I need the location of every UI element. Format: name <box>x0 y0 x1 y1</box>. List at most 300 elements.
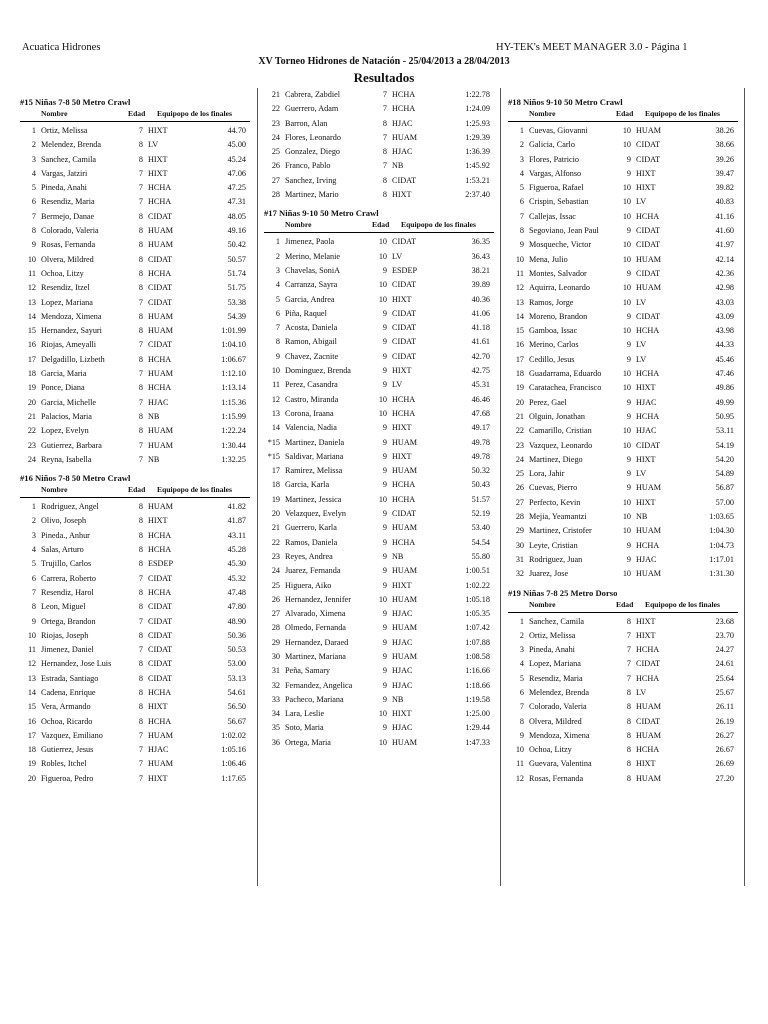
team: HUAM <box>392 132 418 142</box>
result-row <box>20 772 250 786</box>
result-row <box>508 210 738 224</box>
age: 7 <box>382 132 387 142</box>
swimmer-name: Pineda, Anahi <box>41 183 87 193</box>
place: 18 <box>27 369 36 379</box>
place: 17 <box>515 354 524 364</box>
final-time: 47.25 <box>227 183 246 193</box>
final-time: 42.36 <box>715 268 734 278</box>
final-time: 1:12.10 <box>221 369 246 379</box>
result-row <box>264 117 494 131</box>
swimmer-name: Castro, Miranda <box>285 394 339 404</box>
age: 8 <box>138 702 143 712</box>
swimmer-name: Cedillo, Jesus <box>529 354 575 364</box>
age: 10 <box>378 408 387 418</box>
swimmer-name: Hernandez, Daraed <box>285 637 349 647</box>
result-row <box>20 238 250 252</box>
swimmer-name: Gamboa, Issac <box>529 326 578 336</box>
final-time: 50.32 <box>471 466 490 476</box>
age: 9 <box>382 380 387 390</box>
team: HCHA <box>636 211 660 221</box>
result-row <box>264 393 494 407</box>
result-row <box>20 253 250 267</box>
place: 29 <box>515 526 524 536</box>
result-row <box>20 700 250 714</box>
swimmer-name: Franco, Pablo <box>285 161 331 171</box>
age: 9 <box>382 509 387 519</box>
final-time: 41.60 <box>715 226 734 236</box>
final-time: 26.27 <box>715 730 734 740</box>
team: HUAM <box>636 730 662 740</box>
result-row <box>20 267 250 281</box>
age: 7 <box>626 630 631 640</box>
result-row <box>264 436 494 450</box>
result-row <box>264 579 494 593</box>
swimmer-name: Hernandez, Jennifer <box>285 594 351 604</box>
result-row <box>20 572 250 586</box>
place: 17 <box>271 466 280 476</box>
final-time: 1:32.25 <box>221 454 246 464</box>
team: HUAM <box>392 566 418 576</box>
team: CIDAT <box>636 440 661 450</box>
result-row <box>20 138 250 152</box>
swimmer-name: Montes, Salvador <box>529 268 587 278</box>
age: 8 <box>138 516 143 526</box>
final-time: 40.83 <box>715 197 734 207</box>
swimmer-name: Chavez, Zacnite <box>285 351 339 361</box>
header-age: Edad <box>616 599 634 609</box>
swimmer-name: Flores, Leonardo <box>285 132 341 142</box>
result-row <box>20 672 250 686</box>
result-row <box>508 396 738 410</box>
swimmer-name: Cabrera, Zabdiel <box>285 90 341 99</box>
team: HJAC <box>392 680 413 690</box>
swimmer-name: Sanchez, Irving <box>285 175 337 185</box>
team: NB <box>392 551 404 561</box>
swimmer-name: Lara, Leslie <box>285 709 325 719</box>
swimmer-name: Gonzalez, Diego <box>285 147 341 157</box>
final-time: 54.20 <box>715 454 734 464</box>
team: HIXT <box>636 383 656 393</box>
place: 4 <box>31 168 36 178</box>
place: 7 <box>519 702 524 712</box>
header-team-final <box>157 485 232 494</box>
swimmer-name: Delgadillo, Lizbeth <box>41 354 105 364</box>
header-age: Edad <box>128 109 146 118</box>
place: 26 <box>515 483 524 493</box>
age: 10 <box>378 280 387 290</box>
final-time: 56.67 <box>227 716 246 726</box>
place: 3 <box>31 154 36 164</box>
team: HUAM <box>392 437 418 447</box>
result-row <box>264 421 494 435</box>
swimmer-name: Flores, Patricio <box>529 154 580 164</box>
result-row <box>508 553 738 567</box>
final-time: 24.61 <box>715 659 734 669</box>
result-row <box>20 757 250 771</box>
age: 10 <box>622 326 631 336</box>
result-row <box>20 124 250 138</box>
result-row <box>264 679 494 693</box>
team: HUAM <box>392 466 418 476</box>
final-time: 1:36.39 <box>465 147 490 157</box>
swimmer-name: Corona, Iraana <box>285 408 334 418</box>
place: 1 <box>31 126 36 135</box>
team: HCHA <box>636 411 660 421</box>
place: 6 <box>519 687 524 697</box>
result-row <box>508 567 738 581</box>
result-row <box>508 715 738 729</box>
swimmer-name: Gutierrez, Barbara <box>41 440 102 450</box>
event-title: #19 Niñas 7-8 25 Metro Dorso <box>508 587 618 598</box>
team: HIXT <box>636 183 656 193</box>
place: 10 <box>27 254 36 264</box>
age: 10 <box>622 426 631 436</box>
place: 19 <box>27 759 36 769</box>
team: HIXT <box>148 154 168 164</box>
final-time: 52.19 <box>471 509 490 519</box>
age: 10 <box>378 251 387 261</box>
age: 9 <box>626 168 631 178</box>
place: 6 <box>519 197 524 207</box>
team: HIXT <box>392 451 412 461</box>
swimmer-name: Rosas, Fernanda <box>41 240 96 250</box>
team: HJAC <box>392 723 413 733</box>
age: 9 <box>382 323 387 333</box>
final-time: 45.46 <box>715 354 734 364</box>
final-time: 1:18.66 <box>465 680 490 690</box>
result-row <box>264 721 494 735</box>
header-team: Equipo <box>157 485 181 495</box>
result-row <box>264 293 494 307</box>
place: 7 <box>31 587 36 597</box>
final-time: 41.61 <box>471 337 490 347</box>
age: 9 <box>382 723 387 733</box>
place: 27 <box>515 497 524 507</box>
swimmer-name: Ochoa, Litzy <box>529 745 572 755</box>
final-time: 1:04.30 <box>709 526 734 536</box>
team: LV <box>636 354 647 364</box>
header-name: Nombre <box>529 599 556 609</box>
results-header <box>20 109 250 122</box>
team: CIDAT <box>148 673 173 683</box>
results-header <box>508 109 738 122</box>
age: 8 <box>138 659 143 669</box>
age: 8 <box>138 354 143 364</box>
age: 7 <box>138 197 143 207</box>
final-time: 42.70 <box>471 351 490 361</box>
swimmer-name: Ortega, Maria <box>285 737 331 747</box>
swimmer-name: Reyes, Andrea <box>285 551 333 561</box>
age: 8 <box>138 559 143 569</box>
result-row <box>508 453 738 467</box>
result-row <box>20 167 250 181</box>
final-time: 47.80 <box>227 602 246 612</box>
swimmer-name: Pineda, Anahi <box>529 645 575 655</box>
place: 4 <box>31 545 36 555</box>
swimmer-name: Ochoa, Ricardo <box>41 716 93 726</box>
result-row <box>20 367 250 381</box>
swimmer-name: Barron, Alan <box>285 118 328 128</box>
results-column-3 <box>508 96 738 786</box>
result-row <box>20 629 250 643</box>
team: HCHA <box>636 673 660 683</box>
swimmer-name: Crispin, Sebastian <box>529 197 589 207</box>
age: 9 <box>382 566 387 576</box>
header-age: Edad <box>128 485 146 495</box>
result-row <box>508 524 738 538</box>
result-row <box>508 510 738 524</box>
result-row <box>508 367 738 381</box>
swimmer-name: Martinez, Mario <box>285 190 339 200</box>
place: 27 <box>271 609 280 619</box>
team: HCHA <box>636 745 660 755</box>
final-time: 25.64 <box>715 673 734 683</box>
place: 15 <box>515 326 524 336</box>
final-time: 41.97 <box>715 240 734 250</box>
team: CIDAT <box>636 268 661 278</box>
team: HCHA <box>148 197 172 207</box>
swimmer-name: Reyna, Isabella <box>41 454 92 464</box>
swimmer-name: Figueroa, Rafael <box>529 183 584 193</box>
swimmer-name: Vera, Armando <box>41 702 91 712</box>
place: 18 <box>27 745 36 755</box>
swimmer-name: Martinez, Diego <box>529 454 583 464</box>
swimmer-name: Mendoza, Ximena <box>529 730 590 740</box>
event-title: #15 Niñas 7-8 50 Metro Crawl <box>20 97 131 107</box>
swimmer-name: Olmedo, Fernanda <box>285 623 346 633</box>
age: 8 <box>138 311 143 321</box>
result-row <box>508 281 738 295</box>
age: 10 <box>622 497 631 507</box>
swimmer-name: Salas, Arturo <box>41 545 84 555</box>
result-row <box>264 493 494 507</box>
place: 5 <box>519 673 524 683</box>
team: HCHA <box>636 645 660 655</box>
final-time: 50.57 <box>227 254 246 264</box>
team: HCHA <box>392 494 416 504</box>
swimmer-name: Garcia, Andrea <box>285 294 335 304</box>
team: HUAM <box>392 523 418 533</box>
final-time: 1:16.66 <box>465 666 490 676</box>
result-row <box>508 138 738 152</box>
final-time: 49.86 <box>715 383 734 393</box>
age: 8 <box>626 616 631 626</box>
swimmer-name: Ramon, Abigail <box>285 337 337 347</box>
final-time: 1:17.65 <box>221 773 246 783</box>
place: 19 <box>515 383 524 393</box>
final-time: 50.53 <box>227 645 246 655</box>
team: NB <box>392 161 404 171</box>
team: LV <box>636 297 647 307</box>
swimmer-name: Ponce, Diana <box>41 383 85 393</box>
result-row <box>264 250 494 264</box>
final-time: 1:22.24 <box>221 426 246 436</box>
final-time: 42.98 <box>715 283 734 293</box>
final-time: 39.82 <box>715 183 734 193</box>
team: HUAM <box>636 569 662 579</box>
swimmer-name: Olguin, Jonathan <box>529 411 585 421</box>
place: *15 <box>267 451 280 461</box>
header-final: po de los finales <box>668 599 720 609</box>
result-row <box>20 424 250 438</box>
team: HCHA <box>636 540 660 550</box>
place: 11 <box>28 268 36 278</box>
result-row <box>508 757 738 771</box>
header-final: po de los finales <box>668 109 720 118</box>
age: 7 <box>138 340 143 350</box>
team: HUAM <box>636 483 662 493</box>
place: 2 <box>275 251 280 261</box>
final-time: 50.95 <box>715 411 734 421</box>
result-row <box>508 496 738 510</box>
result-row <box>264 707 494 721</box>
final-time: 1:00.51 <box>465 566 490 576</box>
final-time: 53.38 <box>227 297 246 307</box>
age: 10 <box>378 709 387 719</box>
final-time: 56.87 <box>715 483 734 493</box>
final-time: 41.16 <box>715 211 734 221</box>
team: LV <box>636 197 647 207</box>
place: 32 <box>515 569 524 579</box>
swimmer-name: Merino, Melanie <box>285 251 341 261</box>
place: 28 <box>271 623 280 633</box>
swimmer-name: Lopez, Evelyn <box>41 426 89 436</box>
team: HCHA <box>148 268 172 278</box>
final-time: 38.26 <box>715 126 734 135</box>
team: CIDAT <box>148 616 173 626</box>
result-row <box>264 521 494 535</box>
results-header <box>508 600 738 613</box>
place: 3 <box>519 154 524 164</box>
final-time: 1:04.73 <box>709 540 734 550</box>
result-row <box>20 224 250 238</box>
age: 9 <box>382 666 387 676</box>
team: CIDAT <box>148 211 173 221</box>
age: 7 <box>626 659 631 669</box>
age: 8 <box>138 630 143 640</box>
age: 10 <box>622 211 631 221</box>
age: 9 <box>626 469 631 479</box>
event-title: #18 Niños 9-10 50 Metro Crawl <box>508 97 623 107</box>
final-time: 54.19 <box>715 440 734 450</box>
place: 13 <box>27 297 36 307</box>
swimmer-name: Chavelas, SoniA <box>285 265 341 275</box>
swimmer-name: Robles, Itchel <box>41 759 87 769</box>
team: CIDAT <box>392 509 417 519</box>
results-header <box>264 220 494 233</box>
age: 7 <box>138 645 143 655</box>
age: 10 <box>378 394 387 404</box>
age: 9 <box>382 623 387 633</box>
place: 29 <box>271 637 280 647</box>
swimmer-name: Leyte, Cristian <box>529 540 578 550</box>
result-row <box>264 102 494 116</box>
final-time: 1:45.92 <box>465 161 490 171</box>
final-time: 53.13 <box>227 673 246 683</box>
age: 8 <box>138 383 143 393</box>
final-time: 48.05 <box>227 211 246 221</box>
swimmer-name: Colorado, Valeria <box>529 702 587 712</box>
swimmer-name: Saldivar, Mariana <box>285 451 344 461</box>
swimmer-name: Hernandez, Jose Luis <box>41 659 112 669</box>
header-name: Nombre <box>529 109 556 118</box>
swimmer-name: Galicia, Carlo <box>529 140 575 150</box>
result-row <box>508 539 738 553</box>
place: 1 <box>275 237 280 247</box>
result-row <box>20 715 250 729</box>
place: 2 <box>519 630 524 640</box>
result-row <box>264 364 494 378</box>
result-row <box>264 550 494 564</box>
team: LV <box>636 469 647 479</box>
result-row <box>264 264 494 278</box>
age: 7 <box>138 773 143 783</box>
final-time: 45.28 <box>227 545 246 555</box>
age: 7 <box>138 369 143 379</box>
header-team: Equipo <box>645 109 669 118</box>
result-row <box>264 378 494 392</box>
swimmer-name: Dominguez, Brenda <box>285 366 351 376</box>
team: HIXT <box>148 126 168 135</box>
final-time: 49.99 <box>715 397 734 407</box>
final-time: 1:07.42 <box>465 623 490 633</box>
place: 19 <box>271 494 280 504</box>
team: CIDAT <box>392 175 417 185</box>
place: 13 <box>515 297 524 307</box>
age: 8 <box>138 240 143 250</box>
result-row <box>508 353 738 367</box>
swimmer-name: Olvera, Mildred <box>41 254 94 264</box>
result-row <box>264 278 494 292</box>
result-row <box>264 464 494 478</box>
place: 5 <box>275 294 280 304</box>
swimmer-name: Hernandez, Sayuri <box>41 326 102 336</box>
result-row <box>508 181 738 195</box>
result-row <box>20 381 250 395</box>
team: CIDAT <box>148 659 173 669</box>
place: 12 <box>27 283 36 293</box>
age: 8 <box>382 175 387 185</box>
team: ESDEP <box>148 559 174 569</box>
age: 9 <box>382 437 387 447</box>
place: 23 <box>515 440 524 450</box>
result-row <box>264 235 494 249</box>
team: NB <box>148 411 160 421</box>
team: HUAM <box>148 226 174 236</box>
age: 9 <box>382 580 387 590</box>
place: 21 <box>271 90 280 99</box>
place: 10 <box>27 630 36 640</box>
result-row <box>20 514 250 528</box>
place: 22 <box>271 537 280 547</box>
place: 22 <box>515 426 524 436</box>
final-time: 47.06 <box>227 168 246 178</box>
result-row <box>264 188 494 202</box>
final-time: 47.48 <box>227 587 246 597</box>
place: 25 <box>271 580 280 590</box>
team: HCHA <box>636 326 660 336</box>
swimmer-name: Higuera, Aiko <box>285 580 332 590</box>
team: CIDAT <box>148 254 173 264</box>
age: 10 <box>622 126 631 135</box>
age: 8 <box>626 759 631 769</box>
team: HIXT <box>148 168 168 178</box>
place: 2 <box>31 516 36 526</box>
result-row <box>508 153 738 167</box>
age: 8 <box>138 530 143 540</box>
swimmer-name: Merino, Carlos <box>529 340 579 350</box>
age: 10 <box>622 383 631 393</box>
